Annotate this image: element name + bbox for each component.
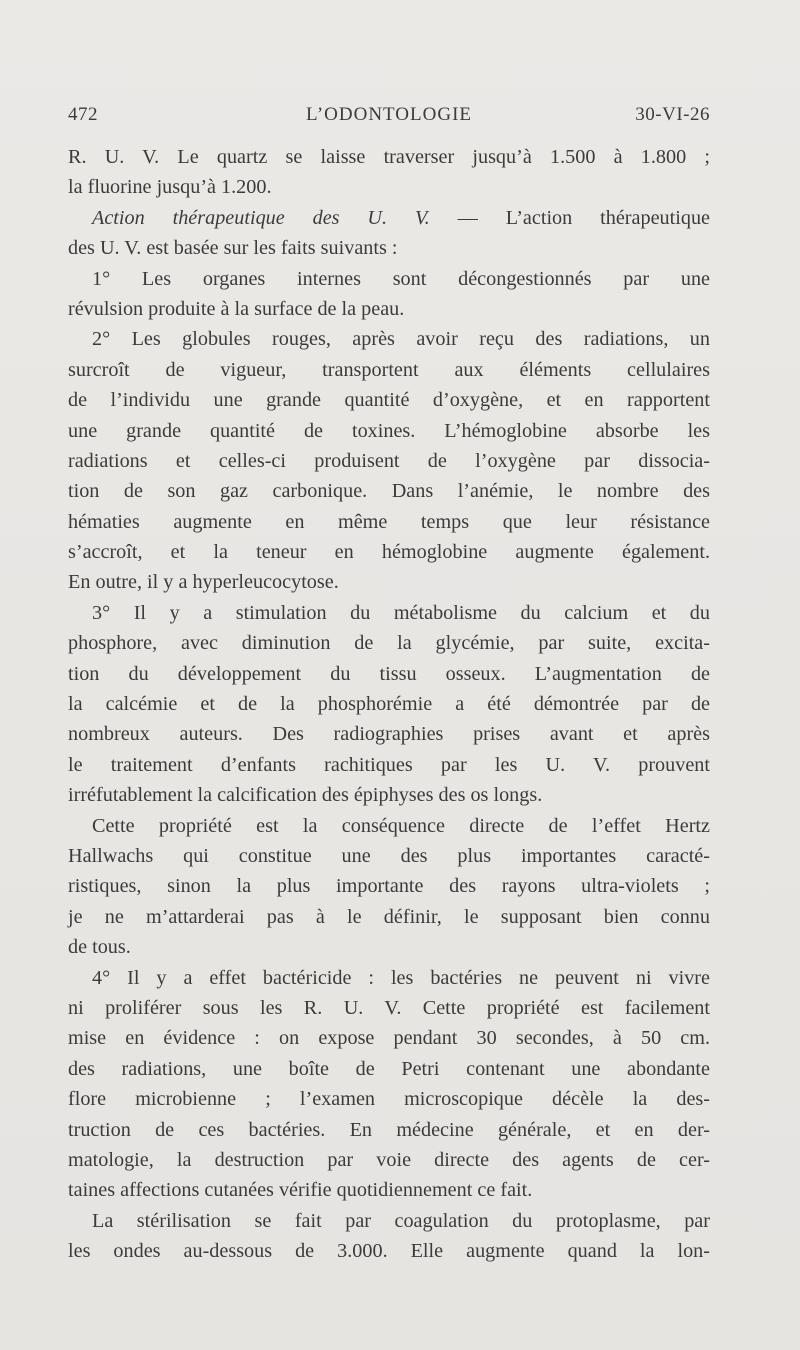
text-line (68, 932, 710, 962)
text-line (68, 172, 710, 202)
text-line (68, 750, 710, 780)
line-text: 4° Il y a effet bactéricide : les bactéries ne peuvent ni vivre (92, 966, 710, 989)
line-text: matologie, la destruction par voie directe des agents de cer- (68, 1148, 710, 1171)
text-line (68, 689, 710, 719)
text-line (68, 598, 710, 628)
line-text: En outre, il y a hyperleucocytose. (68, 571, 339, 594)
text-line (68, 1236, 710, 1266)
text-line (68, 476, 710, 506)
text-line (68, 659, 710, 689)
issue-date: 30-VI-26 (635, 104, 710, 125)
line-text: 3° Il y a stimulation du métabolisme du calcium et du (92, 601, 710, 624)
line-text: 1° Les organes internes sont décongestionnés par une (92, 267, 710, 290)
text-line (68, 507, 710, 537)
line-text: hématies augmente en même temps que leur résistance (68, 510, 710, 533)
line-text: La stérilisation se fait par coagulation du protoplasme, par (92, 1209, 710, 1232)
line-text: je ne m’attarderai pas à le définir, le supposant bien connu (68, 905, 710, 928)
line-text: des radiations, une boîte de Petri contenant une abondante (68, 1057, 710, 1080)
text-line (68, 355, 710, 385)
line-text: Hallwachs qui constitue une des plus importantes caracté- (68, 844, 710, 867)
running-head (68, 104, 710, 134)
line-text: surcroît de vigueur, transportent aux éléments cellulaires (68, 358, 710, 381)
text-line (68, 567, 710, 597)
line-text: 2° Les globules rouges, après avoir reçu des radiations, un (92, 328, 710, 351)
text-line (68, 719, 710, 749)
line-text: de l’individu une grande quantité d’oxygène, et en rapportent (68, 389, 710, 412)
text-line (68, 841, 710, 871)
text-line (68, 963, 710, 993)
text-line (68, 628, 710, 658)
line-text: la fluorine jusqu’à 1.200. (68, 176, 272, 199)
text-line (68, 1115, 710, 1145)
text-line (68, 1175, 710, 1205)
line-text: de tous. (68, 936, 131, 959)
text-line (68, 1084, 710, 1114)
text-line (68, 1145, 710, 1175)
text-line (68, 1054, 710, 1084)
line-text: le traitement d’enfants rachitiques par les U. V. prouvent (68, 753, 710, 776)
text-line (68, 871, 710, 901)
text-line (68, 416, 710, 446)
text-line (68, 233, 710, 263)
text-line (68, 385, 710, 415)
line-text: flore microbienne ; l’examen microscopique décèle la des- (68, 1088, 710, 1111)
line-text: R. U. V. Le quartz se laisse traverser jusqu’à 1.500 à 1.800 ; (68, 146, 710, 168)
text-line (68, 203, 710, 233)
text-line (68, 780, 710, 810)
body-text (68, 142, 710, 1266)
section-heading-italic: Action thérapeutique des U. V. (92, 206, 430, 229)
line-text: nombreux auteurs. Des radiographies prises avant et après (68, 723, 710, 746)
line-text: radiations et celles-ci produisent de l’oxygène par dissocia- (68, 449, 710, 472)
line-text: tion de son gaz carbonique. Dans l’anémie, le nombre des (68, 480, 710, 503)
line-text: taines affections cutanées vérifie quotidiennement ce fait. (68, 1179, 533, 1202)
line-text: ni proliférer sous les R. U. V. Cette propriété est facilement (68, 996, 710, 1019)
text-line (68, 446, 710, 476)
line-text: une grande quantité de toxines. L’hémoglobine absorbe les (68, 419, 710, 442)
line-text: révulsion produite à la surface de la peau. (68, 297, 405, 320)
line-text: les ondes au-dessous de 3.000. Elle augmente quand la lon- (68, 1240, 710, 1263)
text-line (68, 993, 710, 1023)
text-line (68, 142, 710, 172)
page-number: 472 (68, 104, 98, 125)
text-line (68, 1206, 710, 1236)
line-text: irréfutablement la calcification des épiphyses des os longs. (68, 784, 543, 807)
text-line (68, 1023, 710, 1053)
line-text: — L’action thérapeutique (429, 206, 710, 229)
line-text: phosphore, avec diminution de la glycémie, par suite, excita- (68, 632, 710, 655)
text-line (68, 537, 710, 567)
text-line (68, 324, 710, 354)
line-text: s’accroît, et la teneur en hémoglobine augmente également. (68, 541, 710, 564)
text-line (68, 264, 710, 294)
line-text: tion du développement du tissu osseux. L’augmentation de (68, 662, 710, 685)
line-text: ristiques, sinon la plus importante des rayons ultra-violets ; (68, 875, 710, 898)
line-text: truction de ces bactéries. En médecine générale, et en der- (68, 1118, 710, 1141)
line-text: mise en évidence : on expose pendant 30 secondes, à 50 cm. (68, 1027, 710, 1050)
line-text: Cette propriété est la conséquence directe de l’effet Hertz (92, 814, 710, 837)
text-line (68, 902, 710, 932)
text-line (68, 811, 710, 841)
line-text: des U. V. est basée sur les faits suivants : (68, 237, 398, 260)
text-line (68, 294, 710, 324)
line-text: la calcémie et de la phosphorémie a été démontrée par de (68, 693, 710, 716)
journal-title: L’ODONTOLOGIE (305, 104, 473, 125)
